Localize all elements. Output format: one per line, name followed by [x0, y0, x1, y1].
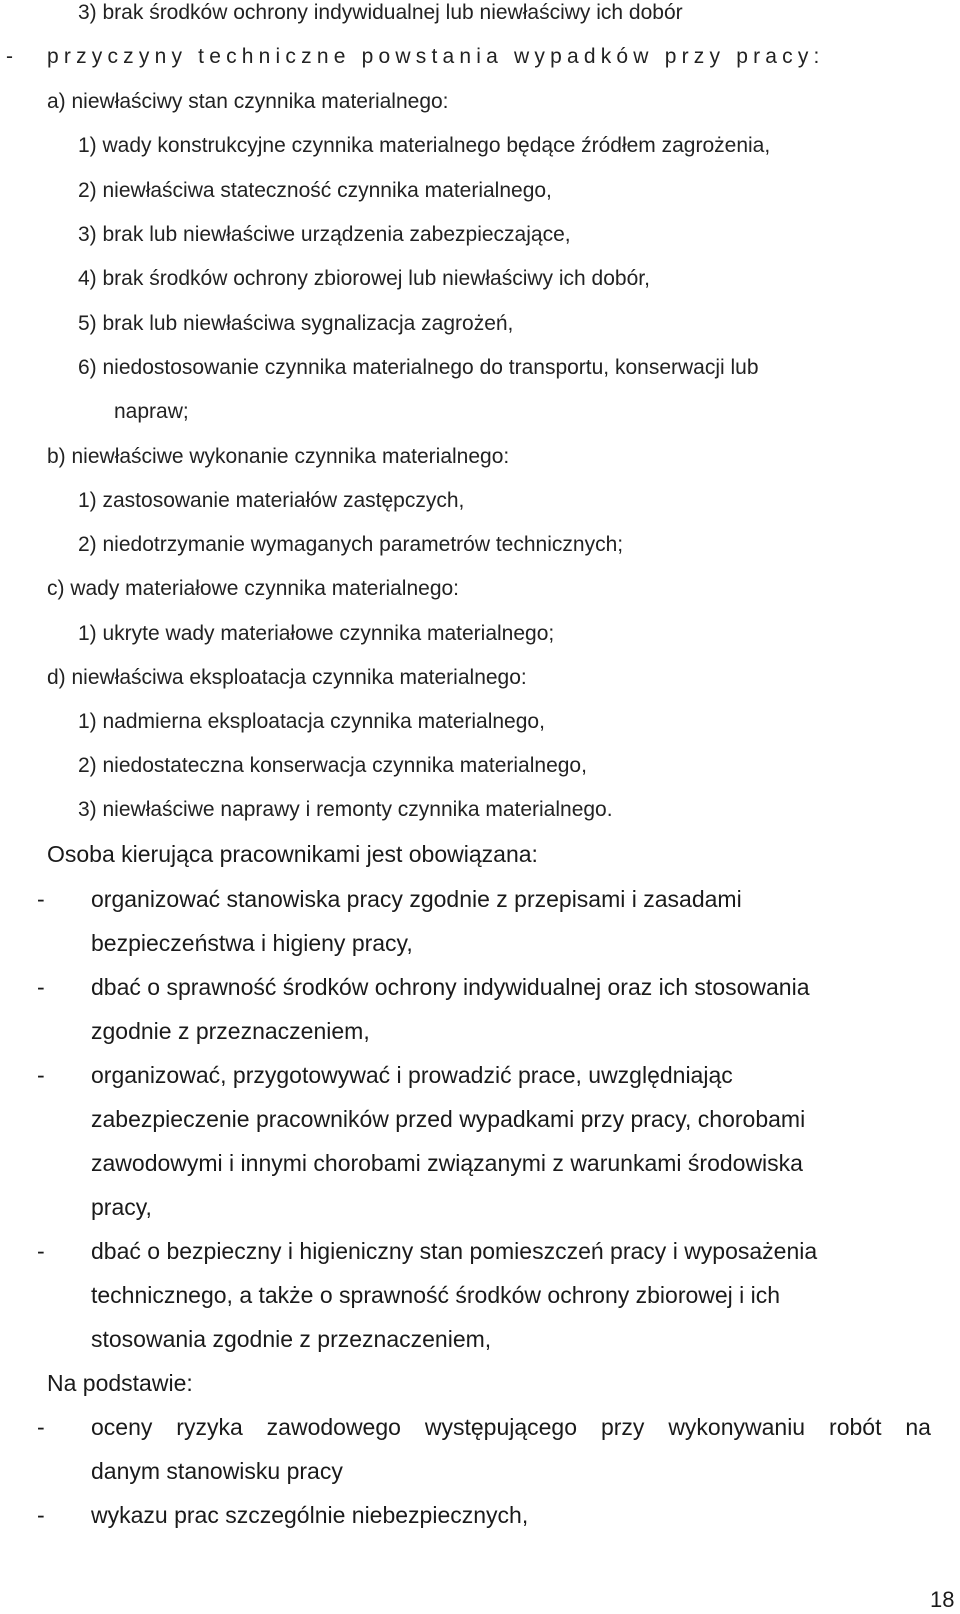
text-line: 2) niedotrzymanie wymaganych parametrów technicznych; [78, 533, 624, 556]
bullet-dash: - [37, 1238, 45, 1264]
word: zawodowego [266, 1414, 401, 1440]
section-heading: przyczyny techniczne powstania wypadków przy pracy: [47, 45, 825, 68]
text-line: zawodowymi i innymi chorobami związanymi z warunkami środowiska [91, 1150, 803, 1176]
word: przy [600, 1414, 645, 1440]
word: występującego [424, 1414, 578, 1440]
bullet-dash: - [37, 974, 45, 1000]
text-line: 5) brak lub niewłaściwa sygnalizacja zagrożeń, [78, 312, 514, 335]
text-line: 3) brak lub niewłaściwe urządzenia zabezpieczające, [78, 223, 571, 246]
text-line: 1) ukryte wady materiałowe czynnika materialnego; [78, 622, 555, 645]
word: na [905, 1414, 931, 1440]
bullet-dash: - [37, 1062, 45, 1088]
text-line: dbać o bezpieczny i higieniczny stan pomieszczeń pracy i wyposażenia [91, 1238, 818, 1264]
text-line: 3) brak środków ochrony indywidualnej lub niewłaściwy ich dobór [78, 1, 683, 24]
text-line: wykazu prac szczególnie niebezpiecznych, [91, 1502, 529, 1528]
bullet-dash: - [37, 1502, 45, 1528]
text-line: 1) nadmierna eksploatacja czynnika materialnego, [78, 710, 545, 733]
text-line: danym stanowisku pracy [91, 1458, 343, 1484]
bullet-dash: - [6, 45, 13, 68]
text-line: dbać o sprawność środków ochrony indywidualnej oraz ich stosowania [91, 974, 810, 1000]
text-line: b) niewłaściwe wykonanie czynnika materialnego: [47, 445, 510, 468]
text-line: 1) zastosowanie materiałów zastępczych, [78, 489, 465, 512]
text-line: pracy, [91, 1194, 152, 1220]
bullet-dash: - [37, 1414, 45, 1440]
text-line: Na podstawie: [47, 1370, 193, 1396]
justified-line [91, 1414, 931, 1440]
word: ryzyka [176, 1414, 243, 1440]
text-line: Osoba kierująca pracownikami jest obowiązana: [47, 841, 538, 867]
text-line: c) wady materiałowe czynnika materialnego: [47, 577, 460, 600]
text-line: organizować stanowiska pracy zgodnie z przepisami i zasadami [91, 886, 742, 912]
text-line: 4) brak środków ochrony zbiorowej lub niewłaściwy ich dobór, [78, 267, 650, 290]
word: robót [829, 1414, 882, 1440]
text-line: bezpieczeństwa i higieny pracy, [91, 930, 413, 956]
text-line: 1) wady konstrukcyjne czynnika materialnego będące źródłem zagrożenia, [78, 134, 771, 157]
text-line: napraw; [114, 400, 189, 423]
text-line: 3) niewłaściwe naprawy i remonty czynnika materialnego. [78, 798, 613, 821]
word: oceny [91, 1414, 153, 1440]
page-number: 18 [930, 1587, 955, 1612]
text-line: d) niewłaściwa eksploatacja czynnika materialnego: [47, 666, 527, 689]
text-line: zabezpieczenie pracowników przed wypadkami przy pracy, chorobami [91, 1106, 806, 1132]
text-line: zgodnie z przeznaczeniem, [91, 1018, 370, 1044]
text-line: organizować, przygotowywać i prowadzić prace, uwzględniając [91, 1062, 733, 1088]
text-line: 6) niedostosowanie czynnika materialnego do transportu, konserwacji lub [78, 356, 759, 379]
text-line: technicznego, a także o sprawność środków ochrony zbiorowej i ich [91, 1282, 781, 1308]
text-line: stosowania zgodnie z przeznaczeniem, [91, 1326, 492, 1352]
bullet-dash: - [37, 886, 45, 912]
text-line: 2) niedostateczna konserwacja czynnika materialnego, [78, 754, 587, 777]
text-line: 2) niewłaściwa stateczność czynnika materialnego, [78, 179, 552, 202]
word: wykonywaniu [668, 1414, 806, 1440]
text-line: a) niewłaściwy stan czynnika materialnego: [47, 90, 449, 113]
